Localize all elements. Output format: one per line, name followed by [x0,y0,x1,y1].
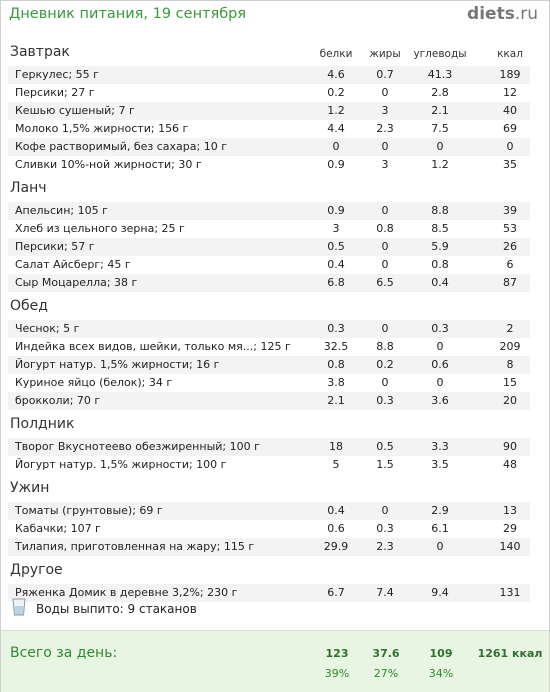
total-fat: 37.6 [372,647,400,660]
food-carbs: 6.1 [431,522,449,535]
food-row[interactable] [8,220,530,238]
food-fat: 2.3 [376,122,394,135]
food-fat: 0.3 [376,394,394,407]
food-row[interactable] [8,256,530,274]
food-fat: 0 [381,376,389,389]
total-carbs: 109 [429,647,453,660]
logo-main: diets [467,4,515,24]
water-text: Воды выпито: 9 стаканов [36,602,197,616]
food-kcal: 6 [506,258,514,271]
food-name: Салат Айсберг; 45 г [15,258,131,271]
food-protein: 6.8 [327,276,345,289]
food-protein: 29.9 [323,540,349,553]
col-header-protein: белки [319,48,353,60]
food-fat: 8.8 [376,340,394,353]
food-row[interactable] [8,84,530,102]
food-carbs: 2.1 [431,104,449,117]
food-row[interactable] [8,520,530,538]
food-carbs: 41.3 [427,68,453,81]
food-carbs: 3.5 [431,458,449,471]
col-header-fat: жиры [369,48,401,60]
food-protein: 0.9 [327,158,345,171]
food-kcal: 20 [503,394,517,407]
food-row[interactable] [8,238,530,256]
food-row[interactable] [8,120,530,138]
food-name: брокколи; 70 г [15,394,101,407]
food-kcal: 26 [503,240,517,253]
food-carbs: 0.3 [431,322,449,335]
food-fat: 0 [381,504,389,517]
food-fat: 0 [381,258,389,271]
food-name: Персики; 27 г [15,86,95,99]
food-kcal: 8 [506,358,514,371]
food-row[interactable] [8,392,530,410]
food-name: Персики; 57 г [15,240,95,253]
food-row[interactable] [8,156,530,174]
food-name: Апельсин; 105 г [15,204,108,217]
food-row[interactable] [8,320,530,338]
food-protein: 5 [332,458,340,471]
food-name: Йогурт натур. 1,5% жирности; 16 г [15,358,220,371]
section-title: Другое [10,562,63,578]
food-protein: 4.4 [327,122,345,135]
food-name: Кабачки; 107 г [15,522,101,535]
food-carbs: 0.8 [431,258,449,271]
food-fat: 0 [381,86,389,99]
food-carbs: 0 [436,540,444,553]
food-kcal: 53 [503,222,517,235]
food-kcal: 48 [503,458,517,471]
section-title: Ланч [10,180,47,196]
food-protein: 0.8 [327,358,345,371]
food-kcal: 69 [503,122,517,135]
food-row[interactable] [8,356,530,374]
food-fat: 6.5 [376,276,394,289]
food-kcal: 40 [503,104,517,117]
food-kcal: 39 [503,204,517,217]
food-name: Чеснок; 5 г [15,322,80,335]
food-carbs: 5.9 [431,240,449,253]
food-name: Геркулес; 55 г [15,68,99,81]
food-row[interactable] [8,274,530,292]
food-protein: 3 [332,222,340,235]
food-carbs: 2.9 [431,504,449,517]
total-label: Всего за день: [10,645,118,661]
food-carbs: 3.3 [431,440,449,453]
food-carbs: 8.8 [431,204,449,217]
col-header-kcal: ккал [497,48,523,60]
food-carbs: 7.5 [431,122,449,135]
food-kcal: 90 [503,440,517,453]
food-carbs: 0 [436,140,444,153]
food-protein: 4.6 [327,68,345,81]
food-kcal: 131 [499,586,521,599]
food-fat: 0 [381,140,389,153]
page-title: Дневник питания, 19 сентября [9,6,247,22]
food-protein: 0.9 [327,204,345,217]
food-name: Индейка всех видов, шейки, только мя...; 125 г [15,340,291,353]
food-protein: 0.3 [327,322,345,335]
food-fat: 0.7 [376,68,394,81]
food-name: Сыр Моцарелла; 38 г [15,276,138,289]
food-carbs: 0.6 [431,358,449,371]
section-title: Полдник [10,416,75,432]
food-protein: 2.1 [327,394,345,407]
food-name: Молоко 1,5% жирности; 156 г [15,122,189,135]
food-protein: 0.4 [327,258,345,271]
food-fat: 0 [381,204,389,217]
food-row[interactable] [8,202,530,220]
site-logo[interactable] [467,4,538,24]
daily-total [1,630,549,692]
food-name: Куриное яйцо (белок); 34 г [15,376,173,389]
food-name: Кофе растворимый, без сахара; 10 г [15,140,227,153]
food-fat: 0.8 [376,222,394,235]
food-row[interactable] [8,584,530,602]
food-kcal: 0 [506,140,514,153]
food-row[interactable] [8,502,530,520]
food-protein: 1.2 [327,104,345,117]
food-name: Кешью сушеный; 7 г [15,104,135,117]
food-protein: 6.7 [327,586,345,599]
food-protein: 18 [329,440,343,453]
food-name: Хлеб из цельного зерна; 25 г [15,222,185,235]
section-title: Завтрак [10,44,70,60]
total-kcal: 1261 ккал [477,647,543,660]
food-row[interactable] [8,102,530,120]
food-fat: 0.5 [376,440,394,453]
food-name: Йогурт натур. 1,5% жирности; 100 г [15,458,227,471]
food-carbs: 9.4 [431,586,449,599]
food-row[interactable] [8,438,530,456]
food-row[interactable] [8,138,530,156]
food-kcal: 15 [503,376,517,389]
food-fat: 0 [381,322,389,335]
total-protein-pct: 39% [324,667,350,680]
food-protein: 32.5 [323,340,349,353]
food-row[interactable] [8,66,530,84]
food-kcal: 140 [499,540,521,553]
food-name: Томаты (грунтовые); 69 г [15,504,163,517]
food-kcal: 87 [503,276,517,289]
food-kcal: 2 [506,322,514,335]
total-fat-pct: 27% [373,667,399,680]
food-kcal: 13 [503,504,517,517]
food-protein: 0.2 [327,86,345,99]
food-carbs: 3.6 [431,394,449,407]
food-kcal: 35 [503,158,517,171]
total-carbs-pct: 34% [428,667,454,680]
food-fat: 7.4 [376,586,394,599]
food-protein: 0 [332,140,340,153]
food-fat: 0.3 [376,522,394,535]
food-carbs: 0 [436,376,444,389]
food-name: Сливки 10%-ной жирности; 30 г [15,158,202,171]
food-kcal: 189 [499,68,521,81]
logo-ext: .ru [514,4,538,24]
total-protein: 123 [325,647,349,660]
food-kcal: 12 [503,86,517,99]
food-fat: 3 [381,158,389,171]
food-kcal: 209 [499,340,521,353]
food-row[interactable] [8,374,530,392]
food-protein: 0.6 [327,522,345,535]
food-fat: 3 [381,104,389,117]
col-header-carbs: углеводы [413,48,467,60]
food-carbs: 0 [436,340,444,353]
section-title: Ужин [10,480,50,496]
food-carbs: 1.2 [431,158,449,171]
food-row[interactable] [8,338,530,356]
food-protein: 3.8 [327,376,345,389]
food-row[interactable] [8,538,530,556]
food-name: Творог Вкуснотеево обезжиренный; 100 г [15,440,260,453]
food-name: Тилапия, приготовленная на жару; 115 г [15,540,255,553]
food-carbs: 2.8 [431,86,449,99]
food-kcal: 29 [503,522,517,535]
food-fat: 0.2 [376,358,394,371]
food-fat: 2.3 [376,540,394,553]
food-carbs: 0.4 [431,276,449,289]
food-fat: 0 [381,240,389,253]
section-title: Обед [10,298,48,314]
food-fat: 1.5 [376,458,394,471]
food-protein: 0.4 [327,504,345,517]
food-row[interactable] [8,456,530,474]
food-protein: 0.5 [327,240,345,253]
glass-icon [12,598,26,616]
food-carbs: 8.5 [431,222,449,235]
food-name: Ряженка Домик в деревне 3,2%; 230 г [15,586,238,599]
